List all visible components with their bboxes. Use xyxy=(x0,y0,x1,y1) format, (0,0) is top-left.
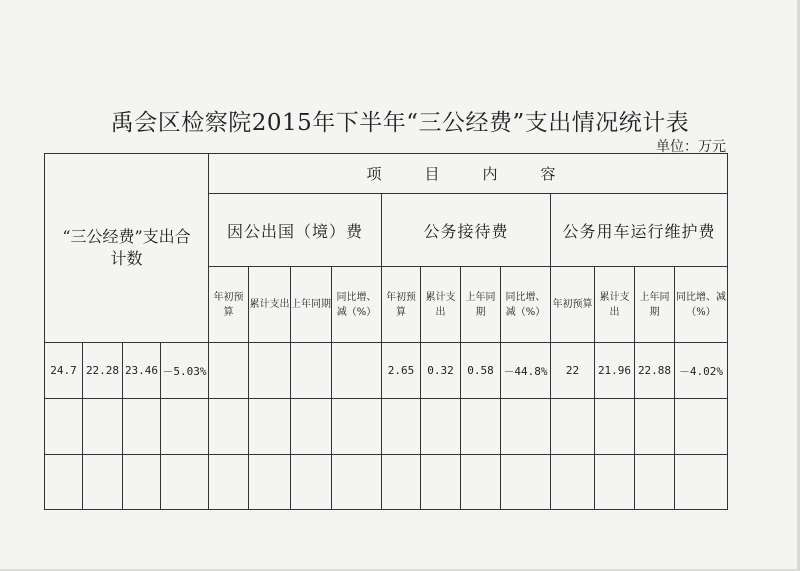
sub-header: 同比增、减（%） xyxy=(675,267,728,343)
cell-empty xyxy=(421,399,461,455)
cell-vehicle-budget: 22 xyxy=(551,343,595,399)
cell-empty xyxy=(551,455,595,510)
cell-empty xyxy=(501,399,551,455)
sub-header: 累计支出 xyxy=(595,267,635,343)
table-row xyxy=(45,455,728,510)
cell-vehicle-spent: 21.96 xyxy=(595,343,635,399)
cell-empty xyxy=(551,399,595,455)
cell-empty xyxy=(123,455,161,510)
cell-empty xyxy=(123,399,161,455)
expense-table xyxy=(44,153,728,510)
cell-empty xyxy=(595,399,635,455)
sub-header: 上年同期 xyxy=(635,267,675,343)
document-title: 禹会区检察院2015年下半年“三公经费”支出情况统计表 xyxy=(110,110,690,136)
header-abroad: 因公出国（境）费 xyxy=(209,194,382,267)
sub-header: 年初预算 xyxy=(551,267,595,343)
cell-empty xyxy=(382,455,421,510)
cell-reception-spent: 0.32 xyxy=(421,343,461,399)
cell-vehicle-lastyear: 22.88 xyxy=(635,343,675,399)
cell-abroad-budget xyxy=(209,343,249,399)
cell-total-budget: 24.7 xyxy=(45,343,83,399)
cell-empty xyxy=(83,455,123,510)
sub-header: 同比增、减（%） xyxy=(501,267,551,343)
cell-empty xyxy=(45,399,83,455)
cell-empty xyxy=(461,455,501,510)
sub-header: 上年同期 xyxy=(291,267,332,343)
cell-reception-lastyear: 0.58 xyxy=(461,343,501,399)
cell-empty xyxy=(291,399,332,455)
cell-empty xyxy=(83,399,123,455)
cell-empty xyxy=(249,455,291,510)
cell-reception-change: －44.8% xyxy=(501,343,551,399)
cell-empty xyxy=(161,455,209,510)
cell-empty xyxy=(161,399,209,455)
header-reception: 公务接待费 xyxy=(382,194,551,267)
cell-abroad-spent xyxy=(249,343,291,399)
cell-empty xyxy=(421,455,461,510)
cell-empty xyxy=(332,455,382,510)
cell-total-lastyear: 23.46 xyxy=(123,343,161,399)
cell-empty xyxy=(675,455,728,510)
header-total-group: “三公经费”支出合计数 xyxy=(45,154,209,343)
cell-total-spent: 22.28 xyxy=(83,343,123,399)
cell-empty xyxy=(45,455,83,510)
sub-header: 累计支出 xyxy=(249,267,291,343)
cell-empty xyxy=(209,455,249,510)
unit-label: 单位：万元 xyxy=(656,139,726,155)
sub-header: 上年同期 xyxy=(461,267,501,343)
sub-header: 同比增、减（%） xyxy=(332,267,382,343)
cell-vehicle-change: －4.02% xyxy=(675,343,728,399)
cell-empty xyxy=(595,455,635,510)
cell-empty xyxy=(461,399,501,455)
cell-empty xyxy=(209,399,249,455)
cell-empty xyxy=(332,399,382,455)
table-row xyxy=(45,399,728,455)
cell-empty xyxy=(635,455,675,510)
sub-header: 年初预算 xyxy=(382,267,421,343)
cell-abroad-lastyear xyxy=(291,343,332,399)
cell-empty xyxy=(675,399,728,455)
cell-empty xyxy=(249,399,291,455)
cell-abroad-change xyxy=(332,343,382,399)
sub-header: 年初预算 xyxy=(209,267,249,343)
table-row xyxy=(45,343,728,399)
cell-total-change: －5.03% xyxy=(161,343,209,399)
cell-empty xyxy=(382,399,421,455)
cell-empty xyxy=(635,399,675,455)
cell-reception-budget: 2.65 xyxy=(382,343,421,399)
sub-header: 累计支出 xyxy=(421,267,461,343)
cell-empty xyxy=(291,455,332,510)
header-project: 项 目 内 容 xyxy=(209,154,728,194)
header-vehicle: 公务用车运行维护费 xyxy=(551,194,728,267)
cell-empty xyxy=(501,455,551,510)
